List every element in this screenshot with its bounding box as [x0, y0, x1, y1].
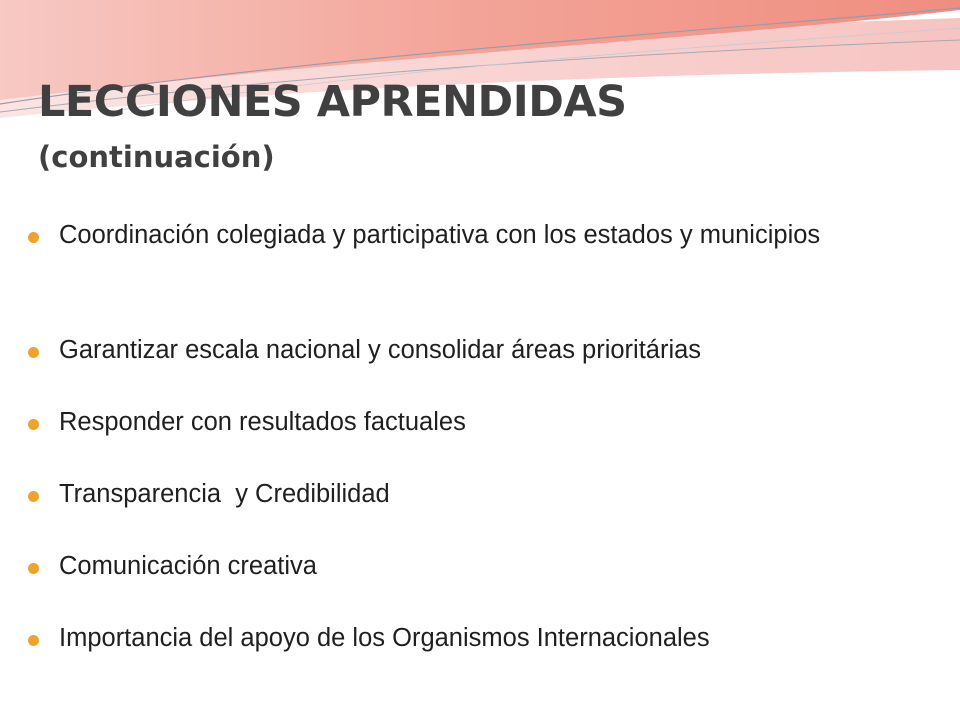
- bullet-item: [28, 333, 933, 367]
- bullet-item: [28, 549, 933, 583]
- bullet-item: [28, 477, 933, 511]
- bullet-dot-icon: [28, 347, 39, 358]
- bullet-text: Garantizar escala nacional y consolidar áreas prioritárias: [59, 336, 702, 364]
- bullet-dot-icon: [28, 635, 39, 646]
- bullet-dot-icon: [28, 563, 39, 574]
- bullet-item: [28, 218, 933, 252]
- bullet-text: Coordinación colegiada y participativa con los estados y municipios: [59, 221, 821, 249]
- bullet-text: Importancia del apoyo de los Organismos Internacionales: [59, 624, 710, 652]
- title-block: [38, 76, 627, 176]
- slide-subtitle: (continuación): [38, 140, 275, 174]
- bullet-item: [28, 405, 933, 439]
- bullet-dot-icon: [28, 491, 39, 502]
- bullet-text: Responder con resultados factuales: [59, 408, 466, 436]
- bullet-dot-icon: [28, 232, 39, 243]
- bullet-text: Comunicación creativa: [59, 552, 317, 580]
- bullet-text: Transparencia y Credibilidad: [59, 480, 390, 508]
- bullet-item: [28, 621, 933, 655]
- slide-title: LECCIONES APRENDIDAS: [38, 77, 627, 127]
- bullet-dot-icon: [28, 419, 39, 430]
